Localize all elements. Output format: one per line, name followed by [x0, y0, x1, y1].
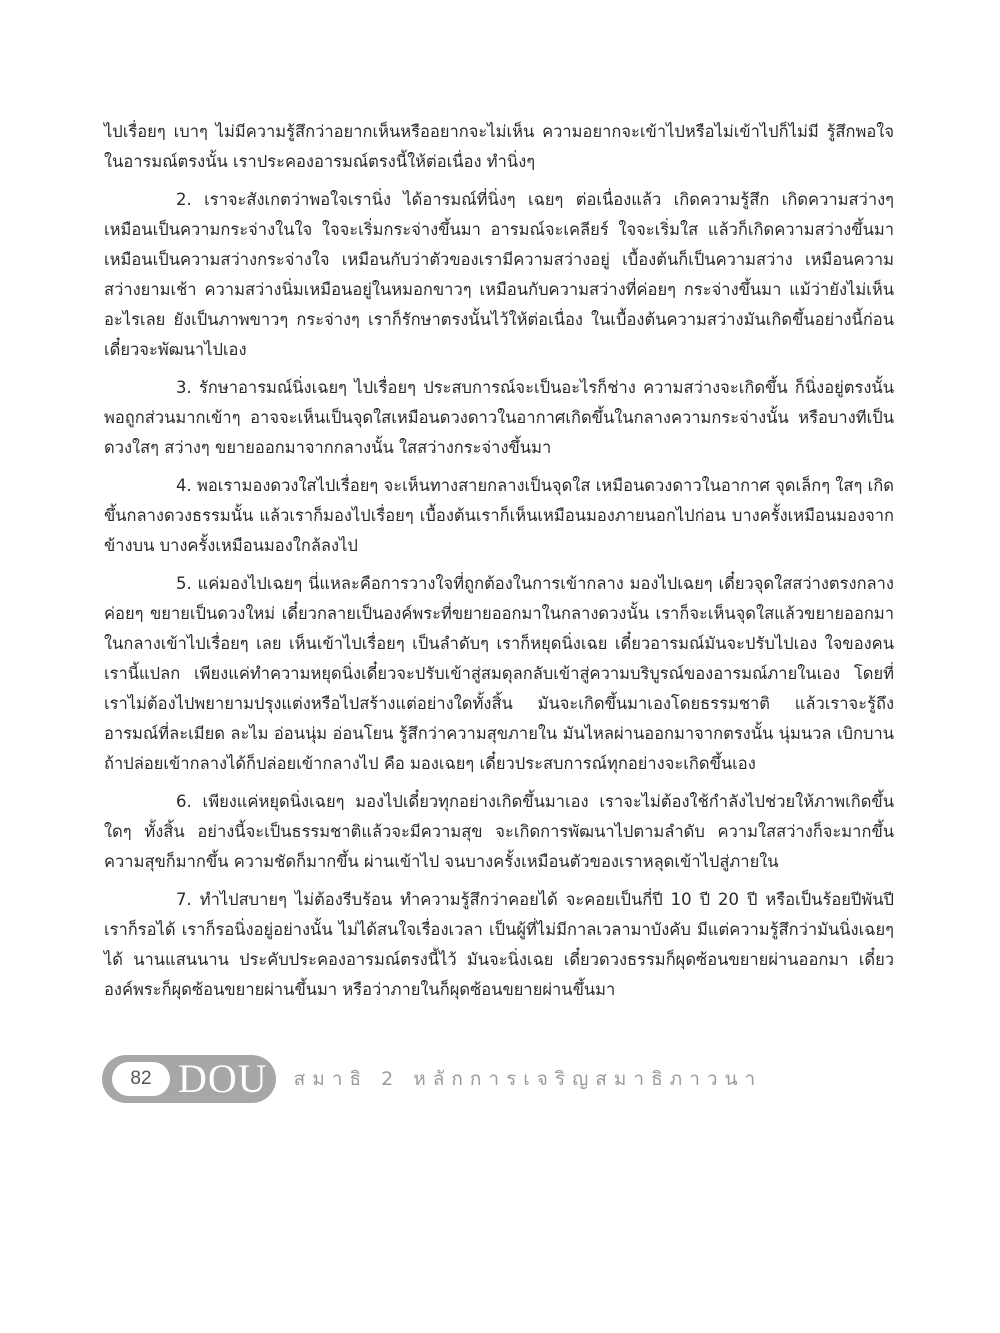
- paragraph-2: 2. เราจะสังเกตว่าพอใจเรานิ่ง ได้อารมณ์ที่นิ่งๆ เฉยๆ ต่อเนื่องแล้ว เกิดความรู้สึก เกิดความสว่างๆ เหมือนเป็นความกระจ่างในใจ ใจจะเริ่มกระจ่างขึ้นมา อารมณ์จะเคลียร์ ใจจะเริ่มใส แล้วก็เกิดความสว่างขึ้นมา เหมือนเป็นความสว่างกระจ่างใจ เหมือนกับว่าตัวของเรามีความสว่างอยู่ เบื้องต้นก็เป็นความสว่าง เหมือนความสว่างยามเช้า ความสว่างนิ่มเหมือนอยู่ในหมอกขาวๆ เหมือนกับความสว่างที่ค่อยๆ กระจ่างขึ้นมา แม้ว่ายังไม่เห็นอะไรเลย ยังเป็นภาพขาวๆ กระจ่างๆ เราก็รักษาตรงนั้นไว้ให้ต่อเนื่อง ในเบื้องต้นความสว่างมันเกิดขึ้นอย่างนี้ก่อน เดี๋ยวจะพัฒนาไปเอง: [104, 190, 894, 359]
- paragraph-4: 4. พอเรามองดวงใสไปเรื่อยๆ จะเห็นทางสายกลางเป็นจุดใส เหมือนดวงดาวในอากาศ จุดเล็กๆ ใสๆ เกิดขึ้นกลางดวงธรรมนั้น แล้วเราก็มองไปเรื่อยๆ เบื้องต้นเราก็เห็นเหมือนมองภายนอกไปก่อน บางครั้งเหมือนมองจากข้างบน บางครั้งเหมือนมองใกล้ลงไป: [104, 476, 894, 555]
- page-number: 82: [112, 1062, 170, 1096]
- footer-badge: [102, 1055, 276, 1103]
- page-body: [104, 117, 894, 1013]
- paragraph-3: 3. รักษาอารมณ์นิ่งเฉยๆ ไปเรื่อยๆ ประสบการณ์จะเป็นอะไรก็ช่าง ความสว่างจะเกิดขึ้น ก็นิ่งอยู่ตรงนั้น พอถูกส่วนมากเข้าๆ อาจจะเห็นเป็นจุดใสเหมือนดวงดาวในอากาศเกิดขึ้นในกลางความกระจ่างนั้น หรือบางทีเป็นดวงใสๆ สว่างๆ ขยายออกมาจากกลางนั้น ใสสว่างกระจ่างขึ้นมา: [104, 378, 894, 457]
- paragraph-7: 7. ทำไปสบายๆ ไม่ต้องรีบร้อน ทำความรู้สึกว่าคอยได้ จะคอยเป็นกี่ปี 10 ปี 20 ปี หรือเป็นร้อยปีพันปี เราก็รอได้ เราก็รอนิ่งอยู่อย่างนั้น ไม่ได้สนใจเรื่องเวลา เป็นผู้ที่ไม่มีกาลเวลามาบังคับ มีแต่ความรู้สึกว่ามันนิ่งเฉยๆ ได้ นานแสนนาน ประคับประคองอารมณ์ตรงนี้ไว้ มันจะนิ่งเฉย เดี๋ยวดวงธรรมก็ผุดซ้อนขยายผ่านออกมา เดี๋ยวองค์พระก็ผุดซ้อนขยายผ่านขึ้นมา หรือว่าภายในก็ผุดซ้อนขยายผ่านขึ้นมา: [104, 890, 894, 999]
- course-title: สมาธิ 2 หลักการเจริญสมาธิภาวนา: [293, 1068, 763, 1090]
- paragraph-continuation: ไปเรื่อยๆ เบาๆ ไม่มีความรู้สึกว่าอยากเห็นหรืออยากจะไม่เห็น ความอยากจะเข้าไปหรือไม่เข้าไปก็ไม่มี รู้สึกพอใจในอารมณ์ตรงนั้น เราประคองอารมณ์ตรงนี้ให้ต่อเนื่อง ทำนิ่งๆ: [104, 122, 894, 171]
- brand-logo: DOU: [178, 1056, 268, 1101]
- page-footer: [102, 1055, 762, 1103]
- paragraph-6: 6. เพียงแค่หยุดนิ่งเฉยๆ มองไปเดี๋ยวทุกอย่างเกิดขึ้นมาเอง เราจะไม่ต้องใช้กำลังไปช่วยให้ภาพเกิดขึ้นใดๆ ทั้งสิ้น อย่างนี้จะเป็นธรรมชาติแล้วจะมีความสุข จะเกิดการพัฒนาไปตามลำดับ ความใสสว่างก็จะมากขึ้น ความสุขก็มากขึ้น ความชัดก็มากขึ้น ผ่านเข้าไป จนบางครั้งเหมือนตัวของเราหลุดเข้าไปสู่ภายใน: [104, 792, 894, 871]
- paragraph-5: 5. แค่มองไปเฉยๆ นี่แหละคือการวางใจที่ถูกต้องในการเข้ากลาง มองไปเฉยๆ เดี๋ยวจุดใสสว่างตรงกลางค่อยๆ ขยายเป็นดวงใหม่ เดี๋ยวกลายเป็นองค์พระที่ขยายออกมาในกลางดวงนั้น เราก็จะเห็นจุดใสแล้วขยายออกมาในกลางเข้าไปเรื่อยๆ เลย เห็นเข้าไปเรื่อยๆ เป็นลำดับๆ เราก็หยุดนิ่งเฉย เดี๋ยวอารมณ์มันจะปรับไปเอง ใจของคนเรานี้แปลก เพียงแค่ทำความหยุดนิ่งเดี๋ยวจะปรับเข้าสู่สมดุลกลับเข้าสู่ความบริบูรณ์ของอารมณ์ภายในเอง โดยที่เราไม่ต้องไปพยายามปรุงแต่งหรือไปสร้างแต่อย่างใดทั้งสิ้น มันจะเกิดขึ้นมาเองโดยธรรมชาติ แล้วเราจะรู้ถึงอารมณ์ที่ละเมียด ละไม อ่อนนุ่ม อ่อนโยน รู้สึกว่าความสุขภายใน มันไหลผ่านออกมาจากตรงนั้น นุ่มนวล เบิกบาน ถ้าปล่อยเข้ากลางได้ก็ปล่อยเข้ากลางไป คือ มองเฉยๆ เดี๋ยวประสบการณ์ทุกอย่างจะเกิดขึ้นเอง: [104, 574, 894, 773]
